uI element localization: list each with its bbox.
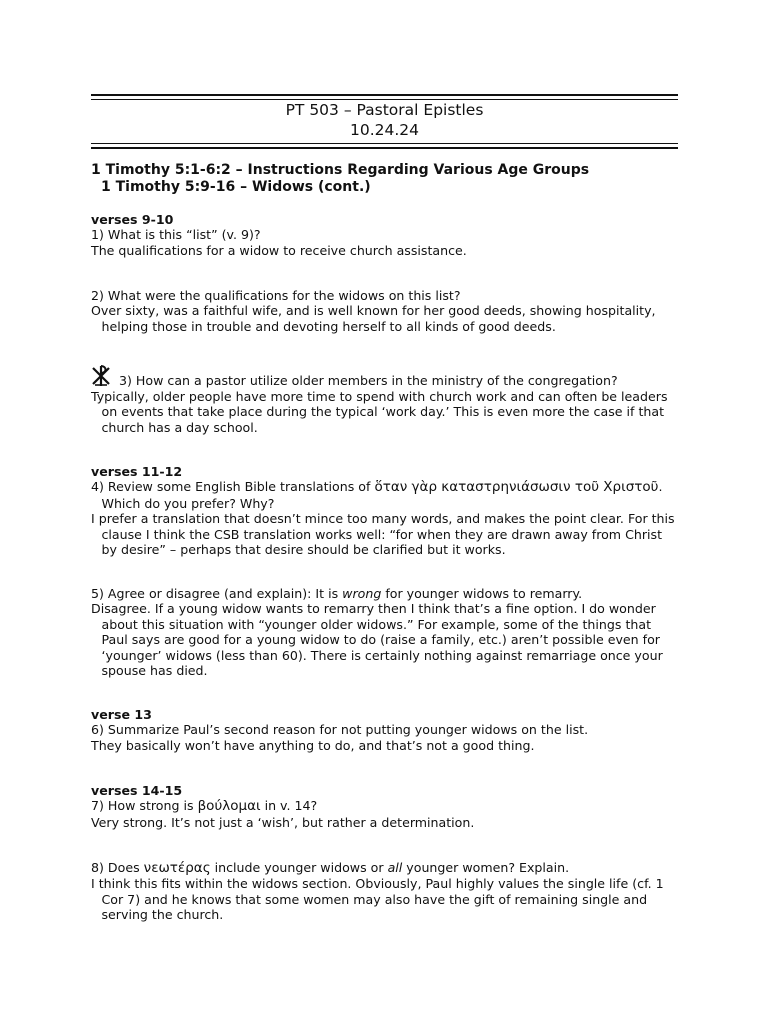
answer-8 — [91, 876, 691, 922]
course-title: PT 503 – Pastoral Epistles — [285, 101, 484, 119]
question-8-text: 8) Does — [91, 860, 144, 875]
answer-4 — [91, 511, 691, 557]
answer-2-line-1: Over sixty, was a faithful wife, and is well known for her good deeds, showing hospitality, — [91, 303, 656, 319]
question-4 — [91, 479, 691, 511]
header-rule-bottom — [91, 147, 678, 149]
answer-8-line-2: Cor 7) and he knows that some women may also have the gift of remaining single and — [101, 891, 648, 907]
answer-3 — [91, 389, 691, 435]
question-8-text-mid: include younger widows or — [210, 860, 388, 875]
question-7-text-end: in v. 14? — [260, 798, 318, 814]
question-5 — [91, 586, 691, 601]
qa-5 — [91, 586, 691, 678]
answer-5-line-5: spouse has died. — [101, 663, 208, 679]
lecture-date: 10.24.24 — [349, 121, 420, 139]
block-verses-11-12 — [91, 464, 691, 557]
answer-3-line-3: church has a day school. — [101, 419, 258, 435]
answer-2-line-2: helping those in trouble and devoting herself to all kinds of good deeds. — [101, 318, 556, 334]
answer-7: Very strong. It’s not just a ‘wish’, but rather a determination. — [91, 814, 475, 830]
answer-5-line-1: Disagree. If a young widow wants to remarry then I think that’s a fine option. I do wonder — [91, 601, 656, 617]
greek-word: βούλομαι — [197, 798, 261, 815]
question-5-emphasis: wrong — [342, 586, 382, 601]
answer-5-line-4: ‘younger’ widows (less than 60). There is certainly nothing against remarriage once your — [101, 647, 663, 663]
question-8-text-end: younger women? Explain. — [402, 860, 570, 875]
answer-8-line-1: I think this fits within the widows section. Obviously, Paul highly values the single life (cf. 1 — [91, 876, 664, 892]
question-5-text-end: for younger widows to remarry. — [381, 586, 583, 601]
block-verses-9-10 — [91, 212, 691, 258]
answer-5 — [91, 601, 691, 678]
verses-heading: verses 14-15 — [91, 783, 183, 798]
answer-4-line-2: clause I think the CSB translation works well: “for when they are drawn away from Christ — [101, 526, 663, 542]
question-4-period: . — [658, 479, 663, 495]
greek-phrase: ὅταν γὰρ καταστρηνιάσωσιν τοῦ Χριστοῦ — [374, 479, 659, 496]
header-rule-top-thin — [91, 99, 678, 100]
qa-2 — [91, 288, 691, 334]
question-8-emphasis: all — [387, 860, 403, 875]
question-6: 6) Summarize Paul’s second reason for not putting younger widows on the list. — [91, 722, 589, 738]
answer-8-line-3: serving the church. — [101, 907, 224, 923]
header-rule-bottom-thin — [91, 143, 678, 144]
question-3: 3) How can a pastor utilize older members in the ministry of the congregation? — [119, 373, 618, 388]
greek-word: νεωτέρας — [143, 860, 211, 876]
header-rule-top — [91, 94, 678, 96]
question-4-line-2: Which do you prefer? Why? — [101, 495, 275, 511]
verses-heading: verses 11-12 — [91, 464, 183, 479]
answer-4-line-3: by desire” – perhaps that desire should be clarified but it works. — [101, 542, 506, 558]
question-4-text: 4) Review some English Bible translations of — [91, 479, 375, 495]
question-5-text: 5) Agree or disagree (and explain): It is — [91, 586, 343, 601]
answer-3-line-1: Typically, older people have more time to spend with church work and can often be leaders — [91, 389, 668, 404]
question-2: 2) What were the qualifications for the widows on this list? — [91, 288, 461, 303]
verses-heading: verses 9-10 — [91, 212, 174, 227]
section-subtitle: 1 Timothy 5:9-16 – Widows (cont.) — [101, 179, 371, 195]
question-1: 1) What is this “list” (v. 9)? — [91, 227, 261, 243]
answer-6: They basically won’t have anything to do, and that’s not a good thing. — [91, 737, 535, 753]
block-verse-13 — [91, 707, 691, 753]
section-title: 1 Timothy 5:1-6:2 – Instructions Regarding Various Age Groups — [91, 162, 590, 178]
answer-5-line-3: Paul says are good for a young widow to do (raise a family, etc.) aren’t possible even for — [101, 632, 660, 648]
answer-3-line-2: on events that take place during the typical ‘work day.’ This is even more the case if that — [101, 404, 665, 420]
question-7-text: 7) How strong is — [91, 798, 198, 814]
verses-heading: verse 13 — [91, 707, 152, 722]
question-7 — [91, 798, 691, 814]
qa-8 — [91, 860, 691, 923]
question-8 — [91, 860, 691, 876]
answer-5-line-2: about this situation with “younger older widows.” For example, some of the things that — [101, 616, 652, 632]
answer-2 — [91, 303, 691, 334]
chi-rho-icon — [89, 365, 113, 387]
block-verses-14-15 — [91, 783, 691, 830]
answer-4-line-1: I prefer a translation that doesn’t mince too many words, and makes the point clear. For this — [91, 511, 675, 527]
answer-1: The qualifications for a widow to receive church assistance. — [91, 242, 467, 258]
